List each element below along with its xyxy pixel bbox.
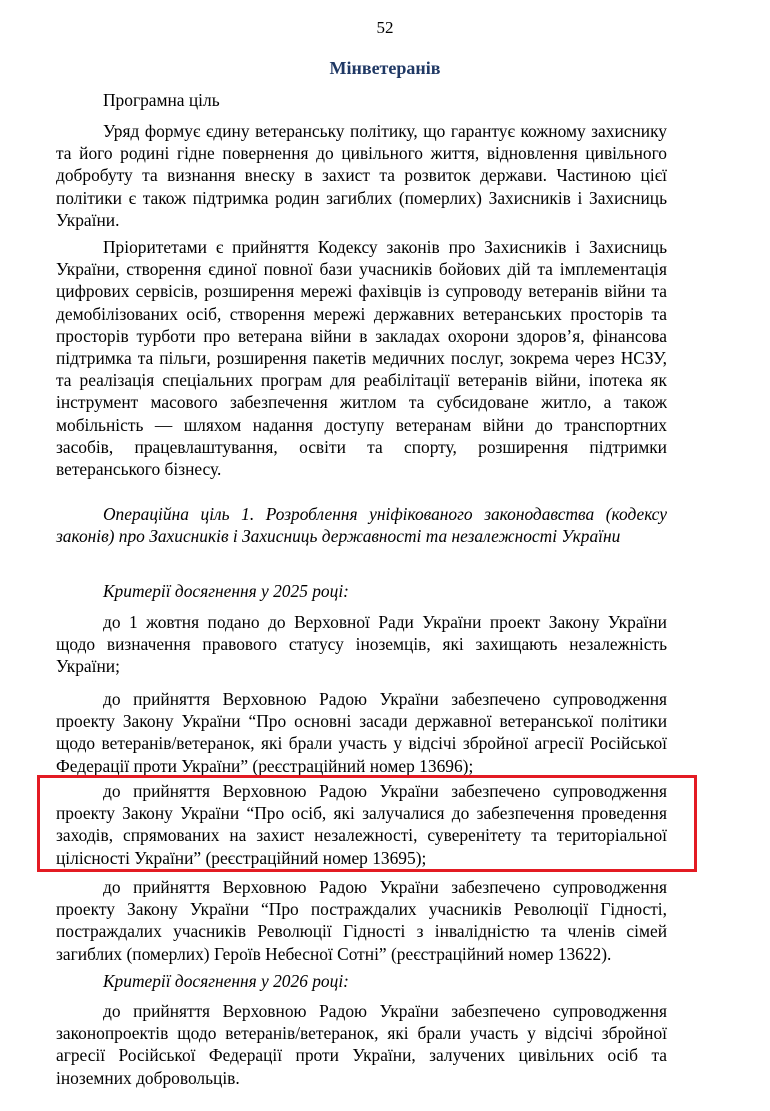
program-goal-label: Програмна ціль [103, 90, 220, 110]
page-number: 52 [376, 18, 394, 37]
criteria-2025-item-3: до прийняття Верховною Радою України забезпечено супроводження проекту Закону України “Про осіб, які залучалися до забезпечення проведення заходів, спрямованих на захист незалежності, суверенітету та територіальної цілісності України” (реєстраційний номер 13695); [56, 781, 667, 868]
goal-paragraph: Уряд формує єдину ветеранську політику, що гарантує кожному захиснику та його родині гідне повернення до цивільного життя, відновлення цивільного добробуту та визнання внеску в захист та розвиток держави. Частиною цієї політики є також підтримка родин загиблих (померлих) Захисників і Захисниць України. [56, 121, 667, 230]
criteria-2025-item-1: до 1 жовтня подано до Верховної Ради України проект Закону України щодо визначення правового статусу іноземців, які захищають незалежність України; [56, 612, 667, 677]
criteria-2026-item-1: до прийняття Верховною Радою України забезпечено супроводження законопроектів щодо ветеранів/ветеранок, які брали участь у відсічі збройної агресії Російської Федерації проти України, залучених цивільних осіб та іноземних добровольців. [56, 1001, 667, 1088]
criteria-2025-item-2: до прийняття Верховною Радою України забезпечено супроводження проекту Закону України “Про основні засади державної ветеранської політики щодо ветеранів/ветеранок, які брали участь у відсічі збройної агресії Російської Федерації проти України” (реєстраційний номер 13696); [56, 689, 667, 776]
priorities-paragraph: Пріоритетами є прийняття Кодексу законів про Захисників і Захисниць України, створення єдиної повної бази учасників бойових дій та імплементація цифрових сервісів, розширення мережі фахівців із супроводу ветеранів війни та демобілізованих осіб, створення мережі державних ветеранських просторів та просторів турботи про ветерана війни в закладах охорони здоров’я, фінансова підтримка та пільги, розширення пакетів медичних послуг, зокрема через НСЗУ, та реалізація спеціальних програм для реабілітації ветеранів війни, іпотека як інструмент масового забезпечення житлом та субсидоване житло, а також мобільність — шляхом надання доступу ветеранам війни до транспортних засобів, працевлаштування, освіти та спорту, розширення підтримки ветеранського бізнесу. [56, 237, 667, 480]
criteria-2026-heading: Критерії досягнення у 2026 році: [103, 971, 349, 991]
criteria-2025-heading: Критерії досягнення у 2025 році: [103, 581, 349, 601]
criteria-2025-item-4: до прийняття Верховною Радою України забезпечено супроводження проекту Закону України “Про постраждалих учасників Революції Гідності, постраждалих учасників Революції Гідності з інвалідністю та членів сімей загиблих (померлих) Героїв Небесної Сотні” (реєстраційний номер 13622). [56, 877, 667, 964]
operational-goal: Операційна ціль 1. Розроблення уніфікованого законодавства (кодексу законів) про Захисників і Захисниць державності та незалежності України [56, 504, 667, 547]
section-heading: Мінветеранів [329, 58, 441, 78]
